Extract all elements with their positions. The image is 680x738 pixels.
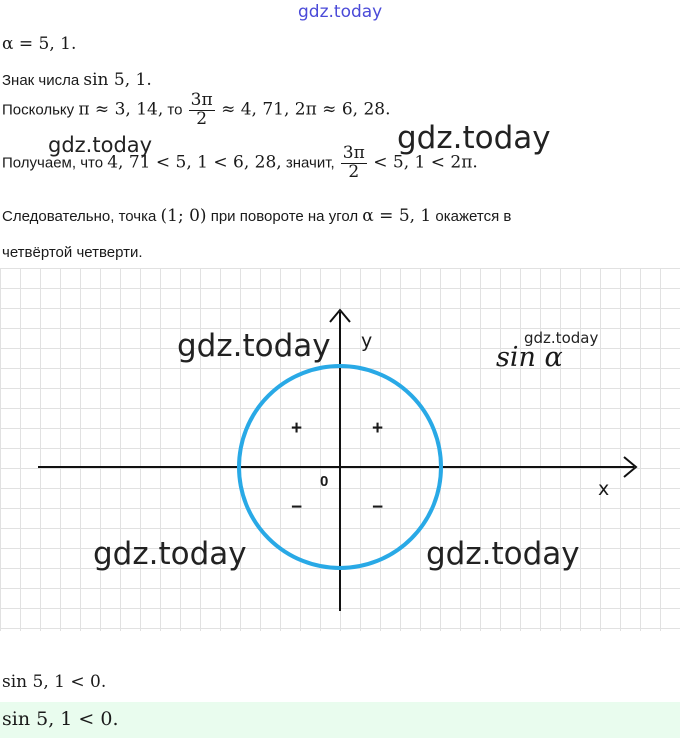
answer-box <box>0 702 680 738</box>
origin-label: 0 <box>320 473 329 490</box>
pi-approx: π ≈ 3, 14, <box>78 99 164 120</box>
watermark-left: gdz.today <box>48 133 153 157</box>
sign-q1: + <box>372 418 384 439</box>
watermark-diagram-small: gdz.today <box>524 329 599 347</box>
three-pi-over-two-fraction-2 <box>341 145 367 182</box>
fraction-denominator: 2 <box>348 161 360 182</box>
approximation-line <box>2 92 391 129</box>
watermark-diagram-bottom-right: gdz.today <box>426 536 580 572</box>
sign-question-text: Знак числа <box>2 72 84 89</box>
conclusion-line <box>2 145 478 182</box>
fraction-numerator: 3π <box>342 143 365 163</box>
sign-question-math: sin 5, 1. <box>83 70 152 90</box>
point-coords: (1; 0) <box>160 206 207 226</box>
answer-text: sin 5, 1 < 0. <box>2 708 119 730</box>
watermark-diagram-top-left: gdz.today <box>177 328 331 364</box>
y-axis-label: y <box>361 330 373 352</box>
rotation-text-start: Следовательно, точка <box>2 208 161 225</box>
result-text: sin 5, 1 < 0. <box>2 672 107 692</box>
function-label: sin α <box>496 342 563 373</box>
x-axis-label: x <box>598 478 610 500</box>
approx-text-mid: то <box>163 101 187 119</box>
three-pi-over-two-fraction <box>189 92 215 129</box>
watermark-top: gdz.today <box>298 2 383 22</box>
sign-question <box>2 70 152 90</box>
alpha-value: α = 5, 1. <box>2 34 77 54</box>
fraction-numerator: 3π <box>190 90 213 110</box>
approx-values: ≈ 4, 71, 2π ≈ 6, 28. <box>221 99 391 120</box>
sign-q2: + <box>291 418 303 439</box>
quarter-line: четвёртой четверти. <box>2 244 143 261</box>
sign-q4: − <box>372 497 384 518</box>
conclusion-text-start: Получаем, что <box>2 154 108 172</box>
unit-circle-diagram <box>0 268 680 631</box>
rotation-text-mid: при повороте на угол <box>206 208 363 225</box>
rotation-line <box>2 206 511 226</box>
watermark-right: gdz.today <box>397 120 551 156</box>
inequality: 4, 71 < 5, 1 < 6, 28, <box>107 152 282 173</box>
sign-q3: − <box>291 497 303 518</box>
rotation-text-end: окажется в <box>431 208 512 225</box>
conclusion-text-mid: значит, <box>281 154 339 172</box>
unit-circle-svg <box>0 268 680 631</box>
approx-text-start: Поскольку <box>2 101 79 119</box>
inequality-end: < 5, 1 < 2π. <box>373 152 478 173</box>
fraction-denominator: 2 <box>196 108 208 129</box>
watermark-diagram-bottom-left: gdz.today <box>93 536 247 572</box>
rotation-angle: α = 5, 1 <box>362 206 432 226</box>
